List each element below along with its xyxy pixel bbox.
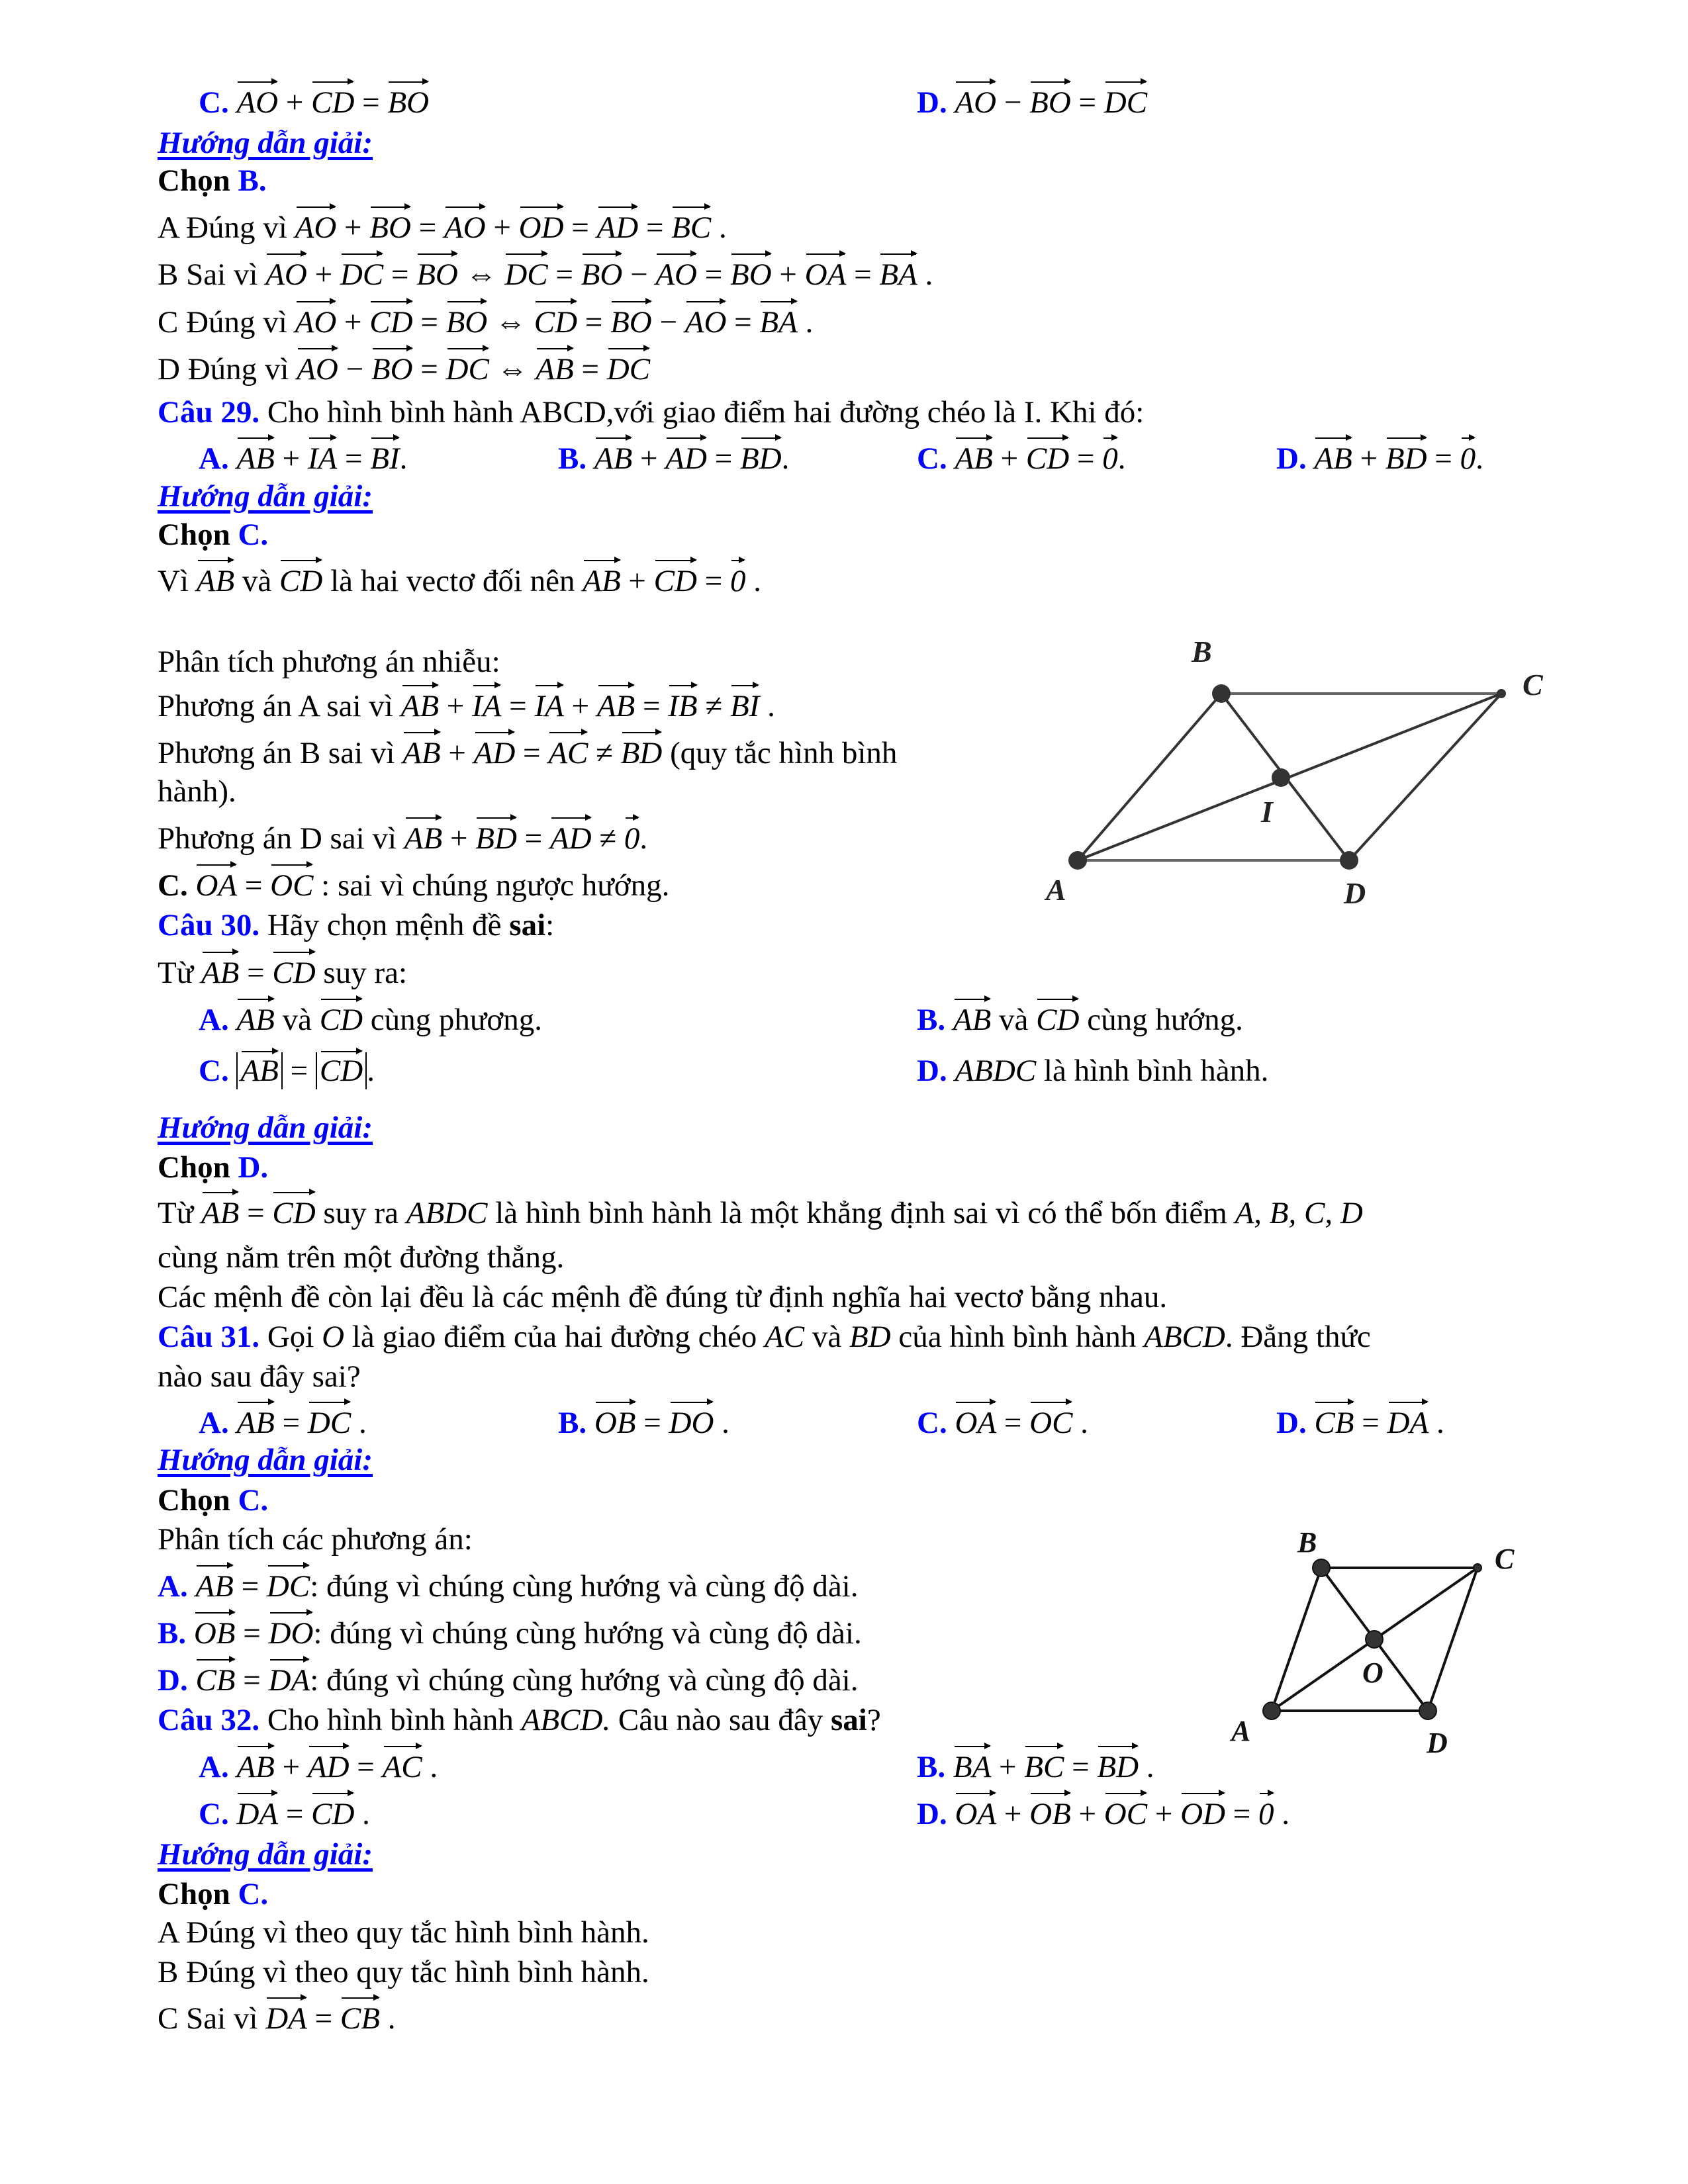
choose-prefix: Chọn	[158, 518, 230, 552]
question-text: :	[545, 908, 555, 942]
explanation-line: C Sai vì DA = CB .	[158, 1999, 395, 2038]
vector: BI	[730, 686, 759, 726]
math-text: ABDC	[406, 1196, 488, 1230]
vector: AB	[201, 1193, 239, 1233]
vector: BD	[740, 439, 782, 478]
option-label: D.	[1276, 1406, 1307, 1440]
line-prefix: C Sai vì	[158, 2001, 258, 2036]
vector: CD	[369, 302, 412, 342]
vector: AB	[236, 439, 274, 478]
vector: CD	[311, 83, 354, 122]
math-text: BD	[849, 1320, 891, 1354]
vector: DC	[607, 349, 650, 389]
vector: OC	[1029, 1403, 1072, 1443]
vector: DA	[269, 1661, 310, 1700]
vector: AB	[1314, 439, 1352, 478]
vector: CD	[320, 1000, 363, 1040]
vector: AO	[265, 255, 307, 295]
text: và	[282, 1003, 312, 1037]
point-a	[1263, 1702, 1280, 1719]
vector: AB	[236, 1403, 274, 1443]
choose-answer: C.	[238, 1483, 269, 1518]
vector: AB	[240, 1054, 279, 1088]
math-text: O	[322, 1320, 345, 1354]
text: cùng hướng.	[1087, 1003, 1243, 1037]
vector: DC	[267, 1567, 310, 1606]
question-emphasis: sai	[509, 908, 546, 942]
q28-option-d	[917, 83, 1147, 122]
choose-prefix: Chọn	[158, 1150, 230, 1185]
option-label: C.	[917, 1406, 947, 1440]
guide-heading: Hướng dẫn giải:	[158, 479, 373, 514]
vector: OB	[1029, 1794, 1071, 1834]
choose-answer-line	[158, 161, 267, 201]
explanation-line: Các mệnh đề còn lại đều là các mệnh đề đúng từ định nghĩa hai vectơ bằng nhau.	[158, 1280, 1168, 1314]
analysis-line: C. OA = OC : sai vì chúng ngược hướng.	[158, 866, 669, 905]
question-text: Hãy chọn mệnh đề	[267, 908, 502, 942]
label-b: B	[1192, 635, 1212, 668]
line-prefix: Phương án B sai vì	[158, 736, 395, 770]
option-label: D.	[158, 1663, 188, 1698]
explanation-line: cùng nằm trên một đường thẳng.	[158, 1240, 565, 1275]
vector: OA	[955, 1403, 996, 1443]
math-text: AC	[765, 1320, 805, 1354]
vector: CD	[1036, 1000, 1079, 1040]
question-text: Cho hình bình hành ABCD,với giao điểm hai đường chéo là I. Khi đó:	[267, 395, 1145, 430]
vector-expression: AO − BO = DC	[955, 85, 1147, 120]
text: Vì	[158, 564, 189, 598]
text: Cho hình bình hành	[267, 1703, 514, 1737]
vector: BD	[475, 819, 517, 858]
vector: AO	[955, 83, 996, 122]
point-b	[1212, 684, 1231, 703]
vector: BD	[1385, 439, 1427, 478]
vector: BO	[581, 255, 623, 295]
option-label: D.	[917, 1797, 947, 1831]
line-prefix: B Sai vì	[158, 257, 258, 292]
choose-answer: D.	[238, 1150, 269, 1185]
edge-ab	[1078, 694, 1221, 860]
vector: AB	[401, 686, 439, 726]
edge-cd	[1428, 1568, 1477, 1711]
vector: BO	[610, 302, 652, 342]
vector: OD	[1180, 1794, 1225, 1834]
q29-question	[158, 392, 1144, 432]
choose-prefix: Chọn	[158, 163, 230, 198]
text: và	[812, 1320, 842, 1354]
vector: OB	[594, 1403, 636, 1443]
vector: AB	[197, 561, 234, 601]
math-text: ABCD	[1144, 1320, 1225, 1354]
explanation-line: A Đúng vì AO + BO = AO + OD = AD = BC .	[158, 208, 727, 248]
vector: DA	[265, 1999, 307, 2038]
q31-question-cont: nào sau đây sai?	[158, 1359, 361, 1394]
line-prefix: Phương án D sai vì	[158, 821, 397, 856]
vector-magnitude	[316, 1052, 367, 1089]
vector: AB	[236, 1000, 274, 1040]
vector: BA	[879, 255, 917, 295]
vector: IA	[534, 686, 563, 726]
explanation-line: B Đúng vì theo quy tắc hình bình hành.	[158, 1955, 649, 1989]
parallelogram-figure-i	[1019, 635, 1549, 913]
text: Câu nào sau đây	[618, 1703, 823, 1737]
text: của hình bình hành	[898, 1320, 1137, 1354]
label-i: I	[1261, 795, 1273, 829]
vector: BO	[387, 83, 429, 122]
q31-question	[158, 1317, 1371, 1357]
vector-magnitude	[236, 1052, 282, 1089]
vector: BD	[1097, 1747, 1139, 1787]
q32-question	[158, 1700, 881, 1740]
q31-option-a: A. AB = DC .	[199, 1403, 367, 1443]
point-a	[1068, 851, 1087, 870]
option-label: A.	[199, 1003, 229, 1037]
vector: DC	[308, 1403, 351, 1443]
math-text: ABCD.	[521, 1703, 611, 1737]
explanation-line: D Đúng vì AO − BO = DC ⇔ AB = DC	[158, 349, 650, 389]
vector: DC	[340, 255, 383, 295]
vector: IA	[472, 686, 501, 726]
point-d	[1419, 1702, 1436, 1719]
vector: DA	[236, 1794, 278, 1834]
vector: OA	[805, 255, 847, 295]
vector: AB	[583, 561, 620, 601]
q32-option-c: C. DA = CD .	[199, 1794, 370, 1834]
guide-heading: Hướng dẫn giải:	[158, 1837, 373, 1872]
option-label: A.	[199, 1750, 229, 1784]
option-label: D.	[917, 1054, 947, 1088]
line-suffix: (quy tắc hình bình	[670, 736, 898, 770]
option-label: C.	[199, 1797, 229, 1831]
point-c	[1474, 1564, 1481, 1572]
q32-option-a: A. AB + AD = AC .	[199, 1747, 438, 1787]
analysis-line: Phương án B sai vì AB + AD = AC ≠ BD (quy tắc hình bình	[158, 733, 897, 773]
vector: CB	[1314, 1403, 1354, 1443]
text: là hình bình hành là một khẳng định sai vì có thể bốn điểm	[495, 1196, 1227, 1230]
vector: AB	[402, 733, 440, 773]
point-o	[1366, 1631, 1383, 1648]
text: cùng phương.	[370, 1003, 542, 1037]
option-label: A.	[199, 441, 229, 476]
vector: BC	[671, 208, 711, 248]
vector: BO	[369, 208, 411, 248]
vector: BI	[370, 439, 399, 478]
explanation-line: Từ AB = CD suy ra ABDC là hình bình hành là một khẳng định sai vì có thể bốn điểm A, B, C, D	[158, 1193, 1363, 1233]
analysis-title: Phân tích các phương án:	[158, 1522, 473, 1557]
q32-option-b: B. BA + BC = BD .	[917, 1747, 1154, 1787]
text: ?	[867, 1703, 881, 1737]
vector: 0	[624, 819, 640, 858]
vector: AO	[444, 208, 486, 248]
point-d	[1340, 851, 1358, 870]
vector: DC	[504, 255, 547, 295]
parallelogram-figure-o	[1205, 1502, 1549, 1754]
vector: AD	[597, 208, 639, 248]
vector: AB	[536, 349, 573, 389]
q30-option-b	[917, 1000, 1243, 1040]
vector: AO	[685, 302, 727, 342]
text: Từ	[158, 1196, 194, 1230]
vector: BA	[953, 1747, 991, 1787]
q29-option-b: B. AB + AD = BD.	[558, 439, 789, 478]
vector: AC	[548, 733, 588, 773]
vector: 0	[1258, 1794, 1274, 1834]
vector: AB	[201, 953, 239, 993]
analysis-line: Phương án D sai vì AB + BD = AD ≠ 0.	[158, 819, 647, 858]
option-label: B.	[558, 1406, 587, 1440]
math-text: A, B, C, D	[1235, 1196, 1363, 1230]
label-d: D	[1427, 1727, 1448, 1754]
vector: BO	[730, 255, 772, 295]
vector: AD	[665, 439, 707, 478]
vector: DA	[1387, 1403, 1429, 1443]
explanation-line: Vì AB và CD là hai vectơ đối nên AB + CD = 0 .	[158, 561, 761, 601]
q30-question	[158, 905, 554, 945]
vector: OC	[270, 866, 313, 905]
explanation-line: C Đúng vì AO + CD = BO ⇔ CD = BO − AO = BA .	[158, 302, 813, 342]
vector: AD	[474, 733, 516, 773]
vector: CD	[272, 953, 315, 993]
q28-option-c	[199, 83, 429, 122]
option-label: D.	[1276, 441, 1307, 476]
question-number: Câu 31.	[158, 1320, 260, 1354]
guide-heading: Hướng dẫn giải:	[158, 1443, 373, 1477]
analysis-line: hành).	[158, 774, 236, 809]
vector: CD	[534, 302, 577, 342]
q30-option-c: C. AB = CD .	[199, 1054, 375, 1088]
q30-option-a	[199, 1000, 542, 1040]
analysis-line: A. AB = DC: đúng vì chúng cùng hướng và cùng độ dài.	[158, 1567, 859, 1606]
choose-answer-line	[158, 515, 268, 555]
q29-option-a: A. AB + IA = BI.	[199, 439, 407, 478]
vector: OA	[195, 866, 237, 905]
choose-answer: C.	[238, 1877, 269, 1911]
text: : đúng vì chúng cùng hướng và cùng độ dài.	[313, 1616, 862, 1651]
text: là hai vectơ đối nên	[330, 564, 575, 598]
text: : đúng vì chúng cùng hướng và cùng độ dài.	[310, 1663, 859, 1698]
label-a: A	[1231, 1715, 1251, 1747]
point-b	[1313, 1559, 1330, 1576]
vector: OD	[519, 208, 564, 248]
choose-prefix: Chọn	[158, 1483, 230, 1518]
option-label: D.	[917, 85, 947, 120]
label-c: C	[1523, 668, 1543, 702]
q31-option-c: C. OA = OC .	[917, 1403, 1088, 1443]
vector: BD	[621, 733, 663, 773]
vector: DC	[1104, 83, 1147, 122]
vector: AB	[404, 819, 442, 858]
vector: AB	[236, 1747, 274, 1787]
vector: BO	[1029, 83, 1071, 122]
text: là hình bình hành.	[1043, 1054, 1269, 1088]
vector: OA	[955, 1794, 996, 1834]
text: và	[999, 1003, 1029, 1037]
option-label: B.	[917, 1003, 946, 1037]
choose-answer: C.	[238, 518, 269, 552]
choose-prefix: Chọn	[158, 1877, 230, 1911]
q31-option-b: B. OB = DO .	[558, 1403, 729, 1443]
vector: AO	[295, 208, 337, 248]
analysis-line: D. CB = DA: đúng vì chúng cùng hướng và cùng độ dài.	[158, 1661, 859, 1700]
option-label: C.	[917, 441, 947, 476]
label-o: O	[1362, 1657, 1383, 1689]
q29-option-d: D. AB + BD = 0.	[1276, 439, 1483, 478]
vector: AC	[383, 1747, 422, 1787]
vector: AO	[297, 349, 338, 389]
label-a: A	[1046, 873, 1066, 907]
q30-premise: Từ AB = CD suy ra:	[158, 953, 407, 993]
vector: CB	[195, 1661, 235, 1700]
vector: CD	[311, 1794, 354, 1834]
line-prefix: Phương án A sai vì	[158, 689, 393, 723]
vector: AD	[308, 1747, 350, 1787]
math-text: ABDC	[955, 1054, 1037, 1088]
vector: CD	[272, 1193, 315, 1233]
line-prefix: D Đúng vì	[158, 352, 289, 387]
point-i	[1272, 768, 1290, 787]
guide-heading: Hướng dẫn giải:	[158, 1111, 373, 1145]
option-label: B.	[917, 1750, 946, 1784]
vector: BA	[759, 302, 797, 342]
option-label: C.	[158, 868, 188, 903]
vector: 0	[1102, 439, 1118, 478]
q29-option-c: C. AB + CD = 0.	[917, 439, 1125, 478]
vector: DO	[669, 1403, 714, 1443]
vector: OC	[1104, 1794, 1147, 1834]
edge-ab	[1272, 1568, 1321, 1711]
option-label: B.	[158, 1616, 187, 1651]
vector: CD	[1026, 439, 1069, 478]
line-prefix: A Đúng vì	[158, 210, 287, 245]
text: : đúng vì chúng cùng hướng và cùng độ dài.	[310, 1569, 859, 1604]
choose-answer-line	[158, 1480, 268, 1520]
vector: AB	[594, 439, 632, 478]
explanation-line: A Đúng vì theo quy tắc hình bình hành.	[158, 1915, 649, 1950]
label-b: B	[1297, 1526, 1317, 1559]
text: Gọi	[267, 1320, 314, 1354]
text: suy ra	[323, 1196, 399, 1230]
vector: AB	[195, 1567, 233, 1606]
vector: 0	[1460, 439, 1476, 478]
text: . Đẳng thức	[1225, 1320, 1371, 1354]
vector: AB	[597, 686, 635, 726]
text: Từ	[158, 956, 194, 990]
label-c: C	[1495, 1543, 1515, 1575]
q32-option-d: D. OA + OB + OC + OD = 0 .	[917, 1794, 1289, 1834]
vector: AB	[953, 1000, 991, 1040]
line-suffix: : sai vì chúng ngược hướng.	[321, 868, 670, 903]
vector: CD	[279, 561, 322, 601]
text: là giao điểm của hai đường chéo	[352, 1320, 757, 1354]
vector: DC	[446, 349, 489, 389]
q30-option-d	[917, 1051, 1268, 1091]
vector: AD	[550, 819, 592, 858]
option-label: A.	[199, 1406, 229, 1440]
vector: CD	[319, 1054, 363, 1088]
question-emphasis: sai	[830, 1703, 867, 1737]
vector: 0	[730, 561, 746, 601]
label-d: D	[1344, 876, 1366, 910]
edge-cd	[1349, 694, 1501, 860]
vector: BO	[446, 302, 488, 342]
choose-answer: B.	[238, 163, 267, 198]
analysis-line: B. OB = DO: đúng vì chúng cùng hướng và cùng độ dài.	[158, 1614, 862, 1653]
vector: DO	[269, 1614, 314, 1653]
vector: AO	[655, 255, 697, 295]
option-label: C.	[199, 85, 229, 120]
vector: BO	[371, 349, 413, 389]
explanation-line: B Sai vì AO + DC = BO ⇔ DC = BO − AO = BO + OA = BA .	[158, 255, 933, 295]
vector: AO	[295, 302, 337, 342]
question-number: Câu 32.	[158, 1703, 260, 1737]
vector: CD	[654, 561, 697, 601]
line-prefix: C Đúng vì	[158, 305, 287, 340]
vector: AO	[236, 83, 278, 122]
question-number: Câu 29.	[158, 395, 260, 430]
guide-heading: Hướng dẫn giải:	[158, 126, 373, 160]
choose-answer-line	[158, 1874, 268, 1914]
vector: CB	[340, 1999, 380, 2038]
vector: OB	[194, 1614, 236, 1653]
vector: IB	[668, 686, 697, 726]
vector: IA	[308, 439, 337, 478]
q31-option-d: D. CB = DA .	[1276, 1403, 1444, 1443]
option-label: B.	[558, 441, 587, 476]
choose-answer-line	[158, 1148, 268, 1187]
point-c	[1497, 689, 1506, 698]
vector-expression: AO + CD = BO	[236, 85, 429, 120]
text: suy ra:	[323, 956, 408, 990]
vector: AB	[955, 439, 992, 478]
vector: BO	[416, 255, 458, 295]
option-label: C.	[199, 1054, 229, 1088]
analysis-line: Phương án A sai vì AB + IA = IA + AB = IB ≠ BI .	[158, 686, 775, 726]
option-label: A.	[158, 1569, 188, 1604]
analysis-title: Phân tích phương án nhiễu:	[158, 645, 500, 679]
vector: BC	[1024, 1747, 1064, 1787]
text: và	[242, 564, 272, 598]
question-number: Câu 30.	[158, 908, 260, 942]
